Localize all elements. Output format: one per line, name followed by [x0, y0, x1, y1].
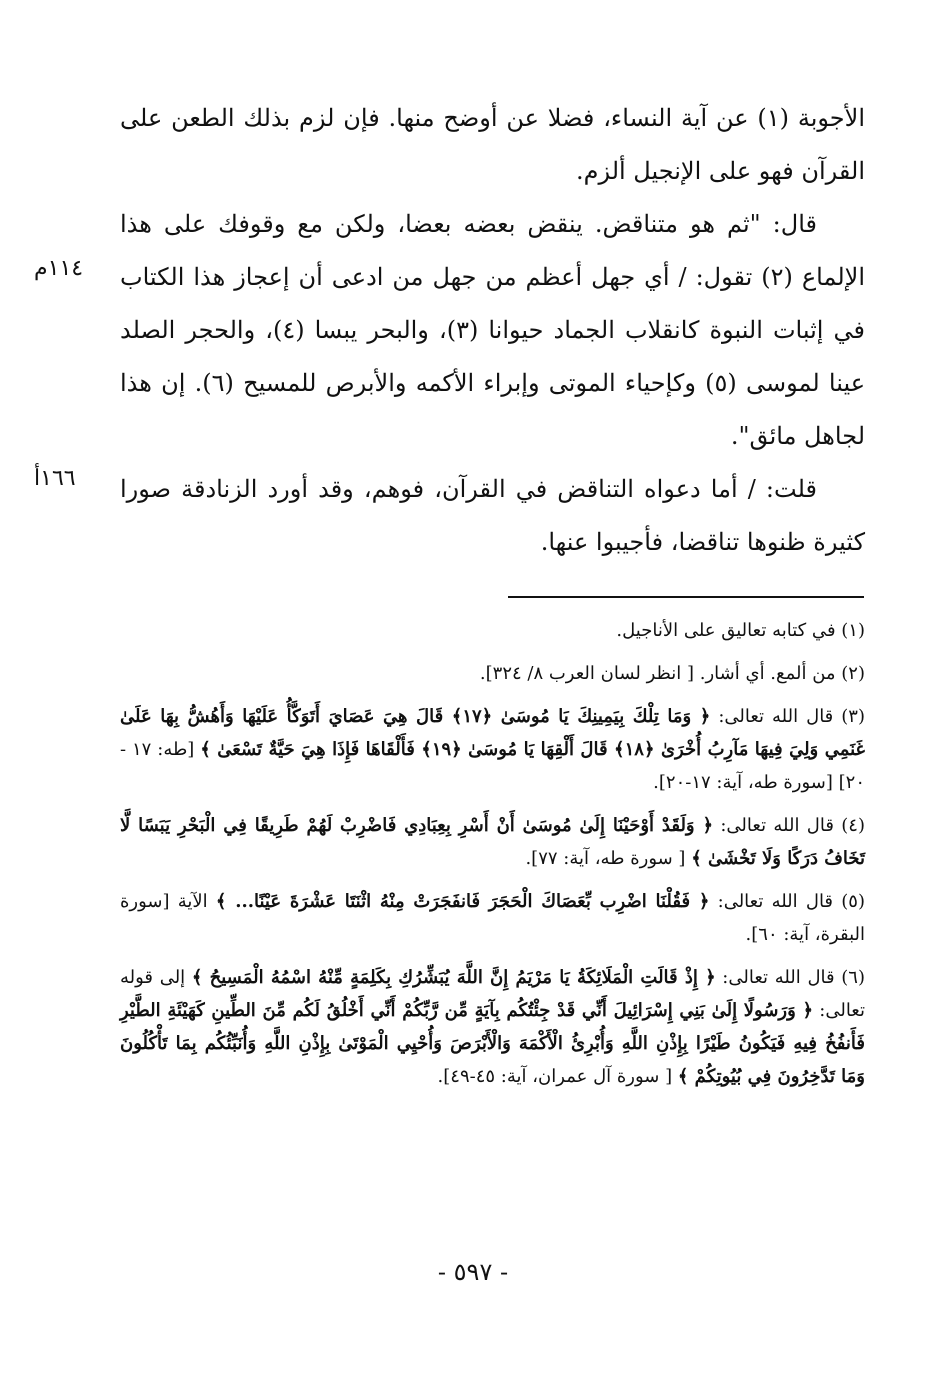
footnote-4 [120, 809, 865, 875]
footnotes [120, 614, 865, 1103]
footnote-2: (٢) من ألمع. أي أشار. [ انظر لسان العرب ٨/ ٣٢٤]. [479, 663, 865, 684]
footnote-5 [120, 885, 865, 951]
footnote-4-quote: ﴿ وَلَقَدْ أَوْحَيْنَا إِلَىٰ مُوسَىٰ أَنْ أَسْرِ بِعِبَادِي فَاضْرِبْ لَهُمْ طَرِيقًا فِي الْبَحْرِ يَبَسًا لَّا تَخَافُ دَرَكًا وَلَا تَخْشَىٰ ﴾ [120, 815, 865, 869]
footnote-4-ref: [ سورة طه، آية: ٧٧]. [525, 848, 686, 869]
footnote-6-mid: إلى قوله تعالى: [120, 967, 865, 1021]
footnote-1: (١) في كتابه تعاليق على الأناجيل. [616, 620, 865, 641]
footnote-3-intro: (٣) قال الله تعالى: [718, 706, 865, 727]
paragraph-3: قلت: / أما دعواه التناقض في القرآن، فوهم، وقد أورد الزنادقة صورا كثيرة ظنوها تناقضا، فأجيبوا عنها. [120, 475, 865, 556]
paragraph-1: الأجوبة (١) عن آية النساء، فضلا عن أوضح منها. فإن لزم بذلك الطعن على القرآن فهو على الإنجيل ألزم. [120, 104, 865, 185]
paragraph-2: قال: "ثم هو متناقض. ينقض بعضه بعضا، ولكن مع وقوفك على هذا الإلماع (٢) تقول: / أي جهل أعظم من جهل من ادعى أن إعجاز هذا الكتاب في إثبات النبوة كانقلاب الجماد حيوانا (٣)، والبحر يبسا (٤)، والحجر الصلد عينا لموسى (٥) وكإحياء الموتى وإبراء الأكمه والأبرص للمسيح (٦). إن هذا لجاهل مائق". [120, 210, 866, 450]
footnote-6 [120, 961, 865, 1093]
footnote-5-intro: (٥) قال الله تعالى: [717, 891, 865, 912]
margin-folio-note-1: ١١٤م [34, 256, 84, 281]
footnote-4-intro: (٤) قال الله تعالى: [720, 815, 865, 836]
footnote-6-quote-2: ﴿ وَرَسُولًا إِلَىٰ بَنِي إِسْرَائِيلَ أَنِّي قَدْ جِئْتُكُم بِآيَةٍ مِّن رَّبِّكُمْ أَنِّي أَخْلُقُ لَكُم مِّنَ الطِّينِ كَهَيْئَةِ الطَّيْرِ فَأَنفُخُ فِيهِ فَيَكُونُ طَيْرًا بِإِذْنِ اللَّهِ وَأُبْرِئُ الْأَكْمَهَ وَالْأَبْرَصَ وَأُحْيِي الْمَوْتَىٰ بِإِذْنِ اللَّهِ وَأُنَبِّئُكُم بِمَا تَأْكُلُونَ وَمَا تَدَّخِرُونَ فِي بُيُوتِكُمْ ﴾ [120, 1000, 865, 1087]
footnote-6-intro: (٦) قال الله تعالى: [722, 967, 865, 988]
page-number: - ٥٩٧ - [437, 1258, 509, 1286]
footnote-3-ref: [طه: ١٧ - ٢٠] [سورة طه، آية: ١٧-٢٠]. [120, 739, 865, 793]
footnote-3-quote: ﴿ وَمَا تِلْكَ بِيَمِينِكَ يَا مُوسَىٰ ﴿١٧﴾ قَالَ هِيَ عَصَايَ أَتَوَكَّأُ عَلَيْهَا وَأَهُشُّ بِهَا عَلَىٰ غَنَمِي وَلِيَ فِيهَا مَآرِبُ أُخْرَىٰ ﴿١٨﴾ قَالَ أَلْقِهَا يَا مُوسَىٰ ﴿١٩﴾ فَأَلْقَاهَا فَإِذَا هِيَ حَيَّةٌ تَسْعَىٰ ﴾ [120, 706, 865, 760]
footnote-5-ref: الآية [سورة البقرة، آية: ٦٠]. [120, 891, 865, 945]
footnote-5-quote: ﴿ فَقُلْنَا اضْرِب بِّعَصَاكَ الْحَجَرَ فَانفَجَرَتْ مِنْهُ اثْنَتَا عَشْرَةَ عَيْنًا... ﴾ [215, 891, 710, 912]
footnote-6-ref: [ سورة آل عمران، آية: ٤٥-٤٩]. [437, 1066, 673, 1087]
footnote-3 [120, 700, 865, 799]
margin-folio-note-2: ١٦٦أ [34, 466, 76, 491]
main-text [120, 92, 865, 569]
footnote-6-quote-1: ﴿ إِذْ قَالَتِ الْمَلَائِكَةُ يَا مَرْيَمُ إِنَّ اللَّهَ يُبَشِّرُكِ بِكَلِمَةٍ مِّنْهُ اسْمُهُ الْمَسِيحُ ﴾ [191, 967, 716, 988]
footnote-separator [508, 596, 864, 598]
